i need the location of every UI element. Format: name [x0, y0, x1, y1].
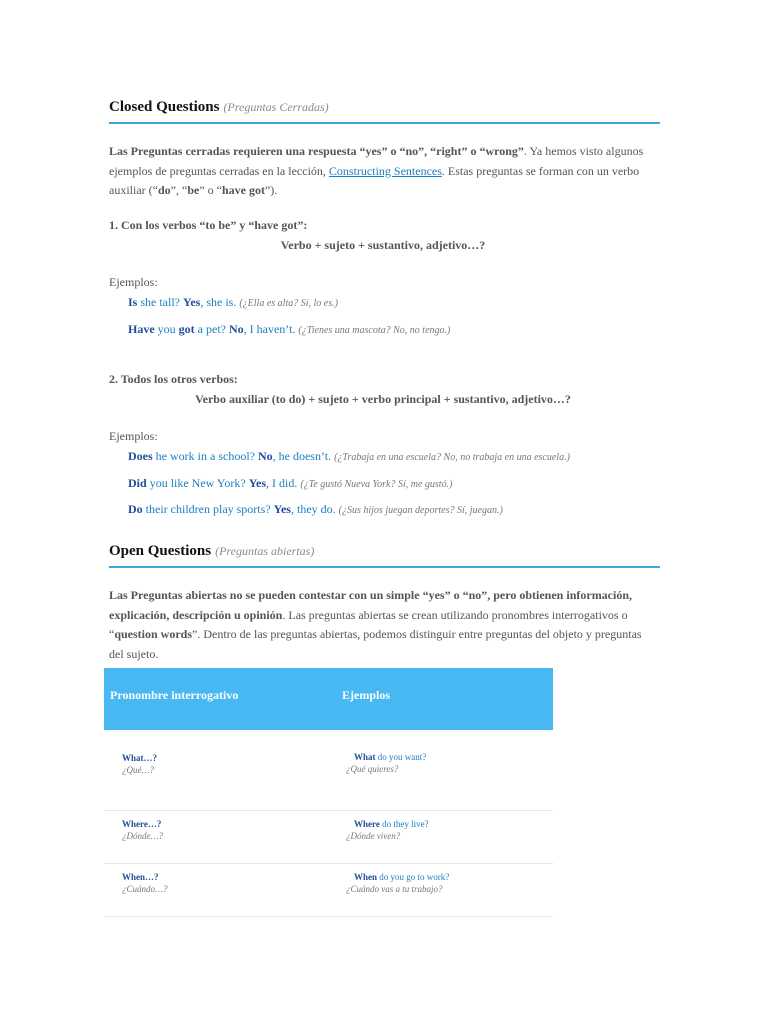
example-keyword: Have — [128, 322, 155, 336]
example-item — [128, 295, 338, 310]
example-keyword: Yes — [183, 295, 201, 309]
closed-intro-bold: Las Preguntas cerradas requieren una respuesta “yes” o “no”, “right” o “wrong” — [109, 144, 524, 158]
open-intro-paragraph — [109, 586, 649, 664]
example-english: their children play sports? — [142, 502, 274, 516]
example-translation: (¿Te gustó Nueva York? Sí, me gustó.) — [300, 479, 453, 490]
example-keyword: Do — [128, 502, 143, 516]
example-item — [128, 322, 450, 337]
open-questions-title — [109, 542, 660, 568]
table-header-examples: Ejemplos — [342, 688, 390, 702]
table-row — [104, 811, 553, 864]
open-title-subtitle: (Preguntas abiertas) — [215, 544, 315, 558]
rule1-heading: 1. Con los verbos “to be” y “have got”: — [109, 218, 308, 232]
example-cell — [346, 819, 429, 841]
rule2-heading: 2. Todos los otros verbos: — [109, 372, 238, 386]
closed-intro-text3: ”, “ — [170, 183, 188, 197]
table-row — [104, 864, 553, 917]
example-keyword: Did — [128, 476, 147, 490]
example-cell-spanish: ¿Qué quieres? — [346, 764, 399, 774]
constructing-sentences-link[interactable]: Constructing Sentences — [328, 163, 442, 178]
closed-intro-paragraph — [109, 142, 649, 201]
example-keyword: No — [228, 322, 244, 336]
closed-intro-text5: ”). — [264, 183, 278, 197]
example-item — [128, 476, 452, 491]
example-keyword: Yes — [273, 502, 291, 516]
pronoun-spanish: ¿Qué…? — [122, 765, 154, 775]
example-english: , he doesn’t. — [272, 449, 335, 463]
closed-intro-text2: . Estas preguntas se forman con un verbo auxiliar (“ — [109, 163, 640, 197]
rule1-formula: Verbo + sujeto + sustantivo, adjetivo…? — [280, 238, 486, 252]
example-translation: (¿Tienes una mascota? No, no tengo.) — [298, 325, 451, 336]
example-keyword: got — [178, 322, 195, 336]
closed-questions-title — [109, 98, 660, 124]
pronoun-cell — [122, 753, 157, 775]
example-translation: (¿Trabaja en una escuela? No, no trabaja en una escuela.) — [334, 452, 570, 463]
example-english: , she is. — [200, 295, 240, 309]
examples-label: Ejemplos: — [109, 275, 158, 289]
closed-intro-be: be — [187, 183, 200, 197]
closed-title-subtitle: (Preguntas Cerradas) — [223, 100, 329, 114]
example-english: you like New York? — [146, 476, 249, 490]
table-header-pronoun: Pronombre interrogativo — [110, 688, 239, 702]
example-cell-english: do you want? — [375, 752, 427, 762]
example-cell — [346, 872, 450, 894]
closed-intro-do: do — [157, 183, 171, 197]
examples-label: Ejemplos: — [109, 429, 158, 443]
example-english: , I haven’t. — [243, 322, 299, 336]
pronoun-english: Where…? — [122, 819, 162, 829]
closed-intro-havegot: have got — [221, 183, 265, 197]
example-english: , I did. — [266, 476, 301, 490]
rule2-formula: Verbo auxiliar (to do) + sujeto + verbo principal + sustantivo, adjetivo…? — [195, 392, 571, 406]
pronoun-spanish: ¿Dónde…? — [122, 831, 163, 841]
closed-intro-text4: ” o “ — [199, 183, 222, 197]
example-translation: (¿Ella es alta? Sí, lo es.) — [239, 298, 338, 309]
example-cell-keyword: What — [354, 752, 376, 762]
open-intro-text2: ”. Dentro de las preguntas abiertas, podemos distinguir entre preguntas del objeto y preguntas del sujeto. — [109, 627, 642, 661]
example-item — [128, 449, 570, 464]
example-cell — [346, 752, 427, 774]
pronoun-english: When…? — [122, 872, 159, 882]
closed-title-main: Closed Questions — [109, 99, 220, 115]
example-english: , they do. — [290, 502, 339, 516]
example-english: he work in a school? — [152, 449, 258, 463]
example-cell-spanish: ¿Dónde viven? — [346, 831, 401, 841]
example-keyword: Yes — [248, 476, 267, 490]
example-cell-english: do you go to work? — [377, 872, 450, 882]
pronoun-cell — [122, 872, 168, 894]
example-cell-english: do they live? — [379, 819, 429, 829]
open-title-main: Open Questions — [109, 543, 212, 559]
example-cell-spanish: ¿Cuándo vas a tu trabajo? — [346, 884, 443, 894]
pronoun-spanish: ¿Cuándo…? — [122, 884, 168, 894]
example-english: you — [154, 322, 179, 336]
pronoun-cell — [122, 819, 163, 841]
example-item — [128, 502, 503, 517]
closed-intro-text1: . Ya hemos visto algunos ejemplos de preguntas cerradas en la lección, — [109, 144, 644, 178]
example-english: she tall? — [137, 295, 183, 309]
example-english: a pet? — [194, 322, 229, 336]
example-translation: (¿Sus hijos juegan deportes? Sí, juegan.) — [338, 505, 503, 516]
example-cell-keyword: Where — [354, 819, 380, 829]
example-keyword: No — [257, 449, 273, 463]
open-intro-question-words: question words — [114, 627, 193, 641]
open-intro-text1: . Las preguntas abiertas se crean utilizando pronombres interrogativos o “ — [109, 607, 628, 641]
table-row — [104, 730, 553, 811]
pronoun-english: What…? — [122, 753, 158, 763]
open-intro-bold: Las Preguntas abiertas no se pueden contestar con un simple “yes” o “no”, pero obtienen información, explicación, descripción u opinión — [109, 588, 633, 622]
example-cell-keyword: When — [354, 872, 378, 882]
example-keyword: Is — [128, 295, 138, 309]
table-header — [104, 668, 553, 730]
example-keyword: Does — [128, 449, 153, 463]
question-words-table — [104, 668, 553, 917]
